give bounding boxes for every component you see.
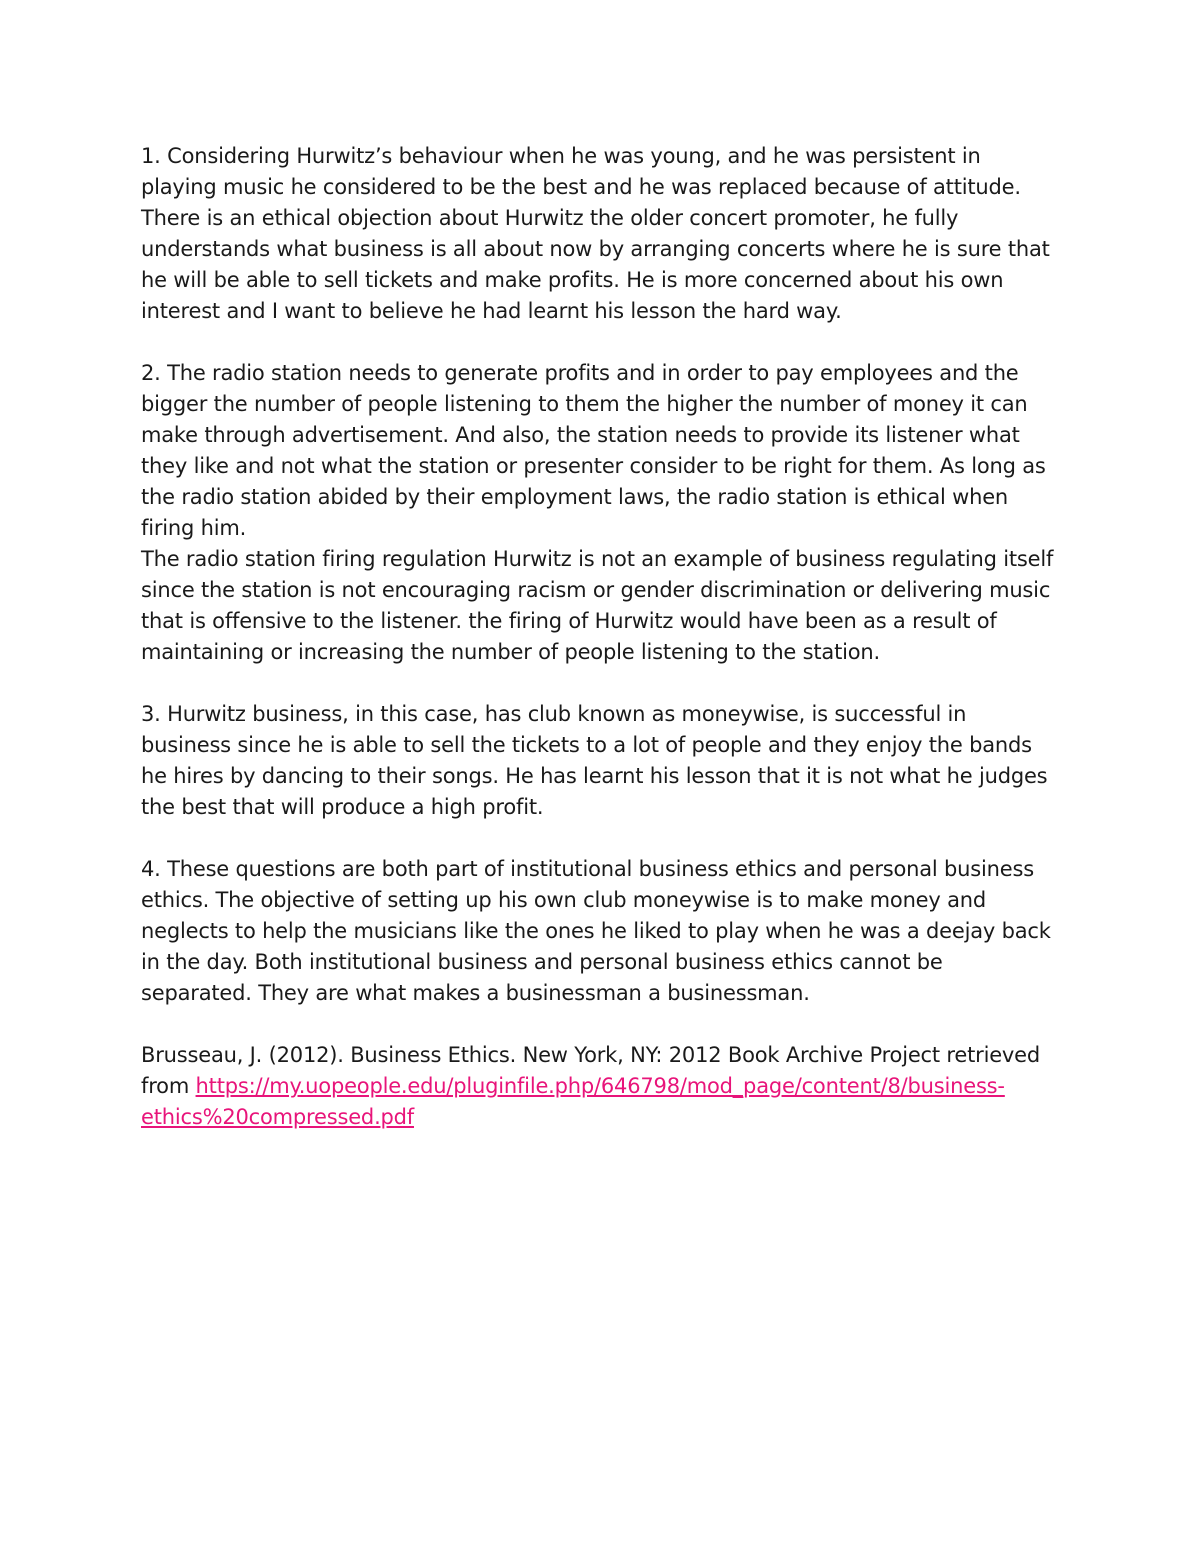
answer-paragraph-2-continued — [141, 544, 1071, 668]
text-line: he hires by dancing to their songs. He has learnt his lesson that it is not what he judges — [141, 764, 1048, 788]
text-line: separated. They are what makes a businessman a businessman. — [141, 981, 810, 1005]
text-line: since the station is not encouraging racism or gender discrimination or delivering music — [141, 578, 1051, 602]
text-line: 2. The radio station needs to generate profits and in order to pay employees and the — [141, 361, 1019, 385]
text-line: neglects to help the musicians like the ones he liked to play when he was a deejay back — [141, 919, 1051, 943]
text-line: interest and I want to believe he had learnt his lesson the hard way. — [141, 299, 842, 323]
text-line: maintaining or increasing the number of people listening to the station. — [141, 640, 880, 664]
answer-paragraph-3 — [141, 699, 1071, 823]
text-line: the radio station abided by their employment laws, the radio station is ethical when — [141, 485, 1009, 509]
reference-link-part-1[interactable]: https://my.uopeople.edu/pluginfile.php/646798/mod_page/content/8/business- — [195, 1074, 1005, 1098]
text-line: 3. Hurwitz business, in this case, has club known as moneywise, is successful in — [141, 702, 967, 726]
text-line: he will be able to sell tickets and make profits. He is more concerned about his own — [141, 268, 1004, 292]
text-line: business since he is able to sell the tickets to a lot of people and they enjoy the bands — [141, 733, 1032, 757]
text-line: ethics. The objective of setting up his own club moneywise is to make money and — [141, 888, 987, 912]
reference-line — [141, 1071, 1071, 1102]
text-line: firing him. — [141, 516, 247, 540]
reference-line: Brusseau, J. (2012). Business Ethics. New York, NY: 2012 Book Archive Project retrieved — [141, 1043, 1041, 1067]
reference-prefix: from — [141, 1074, 196, 1098]
text-line: 1. Considering Hurwitz’s behaviour when he was young, and he was persistent in — [141, 144, 981, 168]
reference-link-part-2[interactable]: ethics%20compressed.pdf — [141, 1105, 414, 1129]
answer-paragraph-4 — [141, 854, 1071, 1009]
text-line: There is an ethical objection about Hurwitz the older concert promoter, he fully — [141, 206, 959, 230]
text-line: make through advertisement. And also, the station needs to provide its listener what — [141, 423, 1020, 447]
text-line: bigger the number of people listening to them the higher the number of money it can — [141, 392, 1028, 416]
text-line: that is offensive to the listener. the firing of Hurwitz would have been as a result of — [141, 609, 997, 633]
answer-paragraph-1 — [141, 141, 1071, 327]
text-line: in the day. Both institutional business and personal business ethics cannot be — [141, 950, 943, 974]
reference-line — [141, 1102, 1071, 1133]
text-line: 4. These questions are both part of institutional business ethics and personal business — [141, 857, 1034, 881]
text-line: the best that will produce a high profit. — [141, 795, 544, 819]
text-line: playing music he considered to be the best and he was replaced because of attitude. — [141, 175, 1021, 199]
reference-citation — [141, 1040, 1071, 1133]
answer-paragraph-2 — [141, 358, 1071, 544]
document-page — [141, 141, 1071, 1164]
text-line: they like and not what the station or presenter consider to be right for them. As long as — [141, 454, 1046, 478]
text-line: The radio station firing regulation Hurwitz is not an example of business regulating itself — [141, 547, 1054, 571]
text-line: understands what business is all about now by arranging concerts where he is sure that — [141, 237, 1050, 261]
